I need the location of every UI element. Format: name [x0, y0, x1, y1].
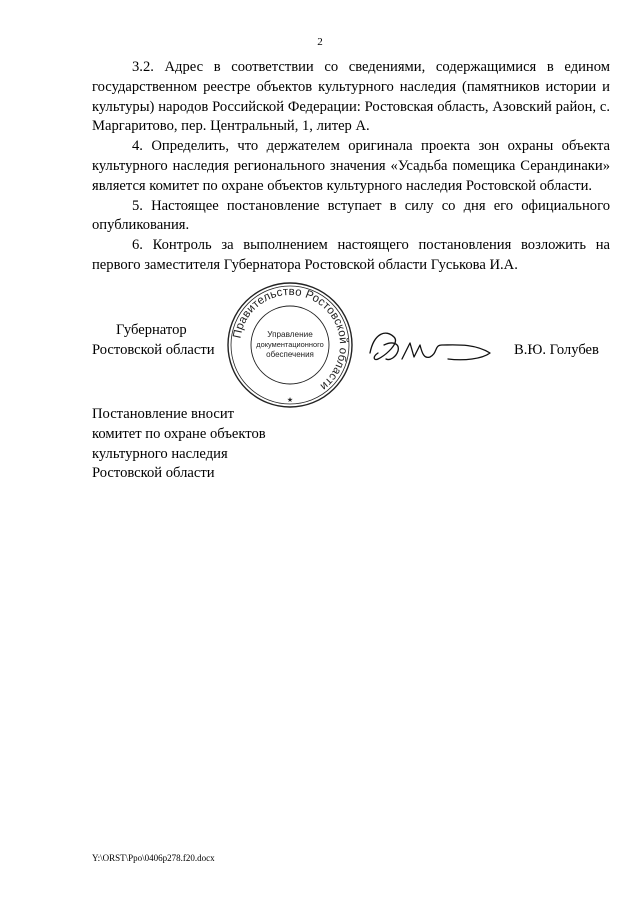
paragraph-3-2: 3.2. Адрес в соответствии со сведениями, содержащимися в едином государственном реестре объектов культурного наследия (памятников истории и культуры) народов Российской Федерации: Ростовская область, Азовский район, с. Маргаритово, пер. Центральный, 1, литер А. — [92, 59, 610, 135]
seal-ring-text: Правительство Ростовской области — [231, 285, 350, 393]
seal-center-line1: Управление — [267, 330, 313, 339]
paragraph-5: 5. Настоящее постановление вступает в силу со дня его официального опубликования. — [92, 197, 610, 234]
seal-star-icon: ★ — [286, 396, 294, 404]
signatory-title-line1: Губернатор — [116, 322, 187, 338]
submitter-block — [92, 405, 352, 484]
file-path-footer: Y:\ORST\Ppo\0406p278.f20.docx — [92, 853, 215, 863]
official-seal — [226, 281, 354, 409]
seal-center-line2: документационного — [256, 340, 324, 349]
seal-center-line3: обеспечения — [266, 350, 314, 359]
page-number: 2 — [317, 36, 323, 48]
signatory-name: В.Ю. Голубев — [514, 342, 599, 358]
handwritten-signature — [364, 323, 494, 373]
resolution-body — [92, 58, 610, 276]
paragraph-6: 6. Контроль за выполнением настоящего постановления возложить на первого заместителя Губернатора Ростовской области Гуськова И.А. — [92, 237, 610, 273]
paragraph-4: 4. Определить, что держателем оригинала проекта зон охраны объекта культурного наследия регионального значения «Усадьба помещика Серандинаки» является комитет по охране объектов культурного наследия Ростовской области. — [92, 138, 610, 194]
signatory-title-line2: Ростовской области — [92, 341, 215, 358]
signatory-title — [92, 321, 222, 361]
submitter-line: культурного наследия — [92, 445, 228, 462]
submitter-line: Ростовской области — [92, 465, 215, 482]
submitter-line: комитет по охране объектов — [92, 425, 266, 442]
submitter-line: Постановление вносит — [92, 406, 235, 422]
